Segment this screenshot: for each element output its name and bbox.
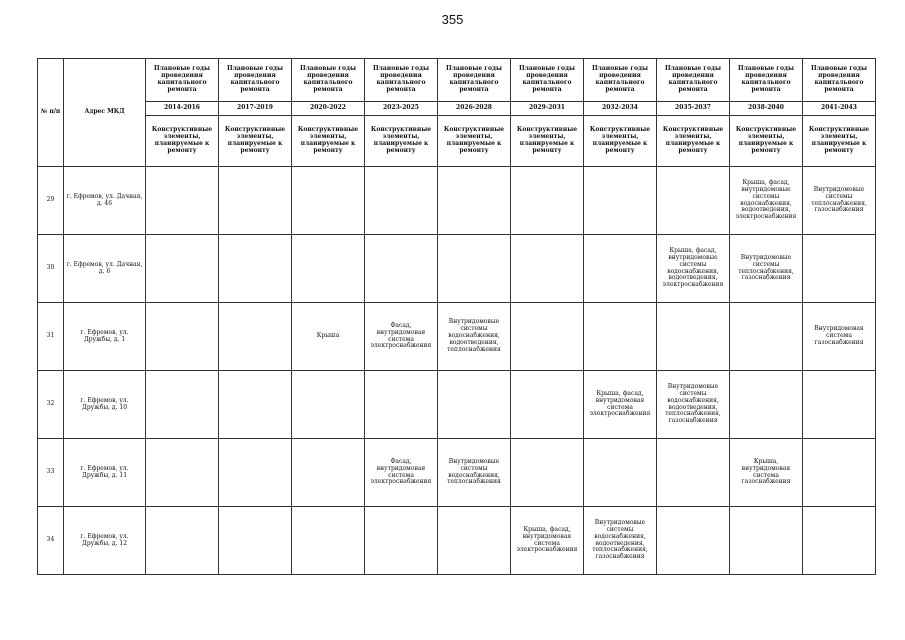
repair-cell: Внутридомовые системы теплоснабжения, газоснабжения [730,235,803,303]
repair-cell [146,439,219,507]
repair-cell: Внутридомовые системы водоснабжения, водоотведения, теплоснабжения, газоснабжения [657,371,730,439]
header-period: 2014-2016 [146,102,219,116]
repair-cell: Внутридомовая система газоснабжения [803,303,876,371]
header-period: 2038-2040 [730,102,803,116]
header-plan-title: Плановые годы проведения капитального ремонта [803,59,876,102]
repair-cell [219,303,292,371]
table-row [38,303,876,371]
repair-cell [365,507,438,575]
repair-cell: Фасад, внутридомовая система электроснабжения [365,303,438,371]
repair-cell [292,235,365,303]
repair-cell [146,371,219,439]
header-plan-title: Плановые годы проведения капитального ремонта [730,59,803,102]
repair-cell [803,507,876,575]
repair-cell [219,167,292,235]
repair-cell: Крыша, фасад, внутридомовые системы водоснабжения, водоотведения, электроснабжения [730,167,803,235]
header-num: № п/п [38,59,64,167]
header-period: 2029-2031 [511,102,584,116]
capital-repair-plan-table [37,58,876,575]
repair-cell [511,167,584,235]
repair-cell [292,507,365,575]
repair-cell [584,167,657,235]
row-address: г. Ефремов, ул. Дачная, д. 6 [64,235,146,303]
repair-cell [365,167,438,235]
header-row-element-titles [38,116,876,167]
repair-cell [292,439,365,507]
row-number: 30 [38,235,64,303]
header-address: Адрес МКД [64,59,146,167]
row-number: 31 [38,303,64,371]
repair-cell [219,439,292,507]
repair-cell [730,303,803,371]
row-number: 32 [38,371,64,439]
row-number: 34 [38,507,64,575]
header-row-periods [38,102,876,116]
header-plan-title: Плановые годы проведения капитального ремонта [584,59,657,102]
repair-cell [438,235,511,303]
repair-cell [365,371,438,439]
header-elements-title: Конструктивные элементы, планируемые к ремонту [511,116,584,167]
repair-cell [803,439,876,507]
repair-cell [146,167,219,235]
table-row [38,371,876,439]
header-plan-title: Плановые годы проведения капитального ремонта [146,59,219,102]
table-row [38,439,876,507]
repair-cell [146,235,219,303]
repair-cell [584,439,657,507]
header-plan-title: Плановые годы проведения капитального ремонта [219,59,292,102]
header-elements-title: Конструктивные элементы, планируемые к ремонту [438,116,511,167]
repair-cell: Крыша, фасад, внутридомовая система электроснабжения [584,371,657,439]
header-period: 2017-2019 [219,102,292,116]
row-number: 33 [38,439,64,507]
repair-cell: Внутридомовые системы водоснабжения, водоотведения, теплоснабжения [438,303,511,371]
table-row [38,507,876,575]
table-body [38,167,876,575]
row-address: г. Ефремов, ул. Дружбы, д. 12 [64,507,146,575]
header-elements-title: Конструктивные элементы, планируемые к ремонту [657,116,730,167]
repair-cell [657,439,730,507]
repair-cell [657,167,730,235]
repair-cell: Фасад, внутридомовая система электроснабжения [365,439,438,507]
repair-cell [657,507,730,575]
repair-cell: Внутридомовые системы водоснабжения, водоотведения, теплоснабжения, газоснабжения [584,507,657,575]
row-address: г. Ефремов, ул. Дружбы, д. 1 [64,303,146,371]
repair-cell [146,303,219,371]
table-row [38,167,876,235]
repair-cell: Крыша, фасад, внутридомовая система электроснабжения [511,507,584,575]
header-elements-title: Конструктивные элементы, планируемые к ремонту [803,116,876,167]
header-plan-title: Плановые годы проведения капитального ремонта [365,59,438,102]
repair-cell [219,507,292,575]
repair-cell [219,371,292,439]
repair-cell [146,507,219,575]
repair-cell: Внутридомовые системы водоснабжения, теплоснабжения [438,439,511,507]
repair-cell: Крыша [292,303,365,371]
repair-cell [584,235,657,303]
repair-cell [438,371,511,439]
header-elements-title: Конструктивные элементы, планируемые к ремонту [730,116,803,167]
repair-cell [803,235,876,303]
repair-cell [657,303,730,371]
repair-cell [511,371,584,439]
header-row-plan-titles [38,59,876,102]
header-plan-title: Плановые годы проведения капитального ремонта [292,59,365,102]
repair-cell [511,303,584,371]
repair-cell: Крыша, внутридомовая система газоснабжения [730,439,803,507]
header-plan-title: Плановые годы проведения капитального ремонта [511,59,584,102]
repair-cell [730,507,803,575]
repair-cell [292,371,365,439]
row-address: г. Ефремов, ул. Дружбы, д. 10 [64,371,146,439]
header-elements-title: Конструктивные элементы, планируемые к ремонту [365,116,438,167]
repair-cell [584,303,657,371]
header-period: 2023-2025 [365,102,438,116]
repair-cell: Внутридомовые системы теплоснабжения, газоснабжения [803,167,876,235]
repair-cell [438,167,511,235]
header-elements-title: Конструктивные элементы, планируемые к ремонту [146,116,219,167]
row-number: 29 [38,167,64,235]
repair-cell [511,235,584,303]
repair-cell [219,235,292,303]
repair-cell [292,167,365,235]
row-address: г. Ефремов, ул. Дружбы, д. 11 [64,439,146,507]
header-elements-title: Конструктивные элементы, планируемые к ремонту [584,116,657,167]
repair-cell [730,371,803,439]
repair-cell [438,507,511,575]
row-address: г. Ефремов, ул. Дачная, д. 46 [64,167,146,235]
header-elements-title: Конструктивные элементы, планируемые к ремонту [292,116,365,167]
header-plan-title: Плановые годы проведения капитального ремонта [657,59,730,102]
header-plan-title: Плановые годы проведения капитального ремонта [438,59,511,102]
page-number: 355 [441,12,464,27]
repair-cell [803,371,876,439]
header-period: 2026-2028 [438,102,511,116]
table-row [38,235,876,303]
header-elements-title: Конструктивные элементы, планируемые к ремонту [219,116,292,167]
repair-cell: Крыша, фасад, внутридомовые системы водоснабжения, водоотведения, электроснабжения [657,235,730,303]
header-period: 2032-2034 [584,102,657,116]
header-period: 2041-2043 [803,102,876,116]
repair-cell [511,439,584,507]
header-period: 2020-2022 [292,102,365,116]
repair-cell [365,235,438,303]
header-period: 2035-2037 [657,102,730,116]
